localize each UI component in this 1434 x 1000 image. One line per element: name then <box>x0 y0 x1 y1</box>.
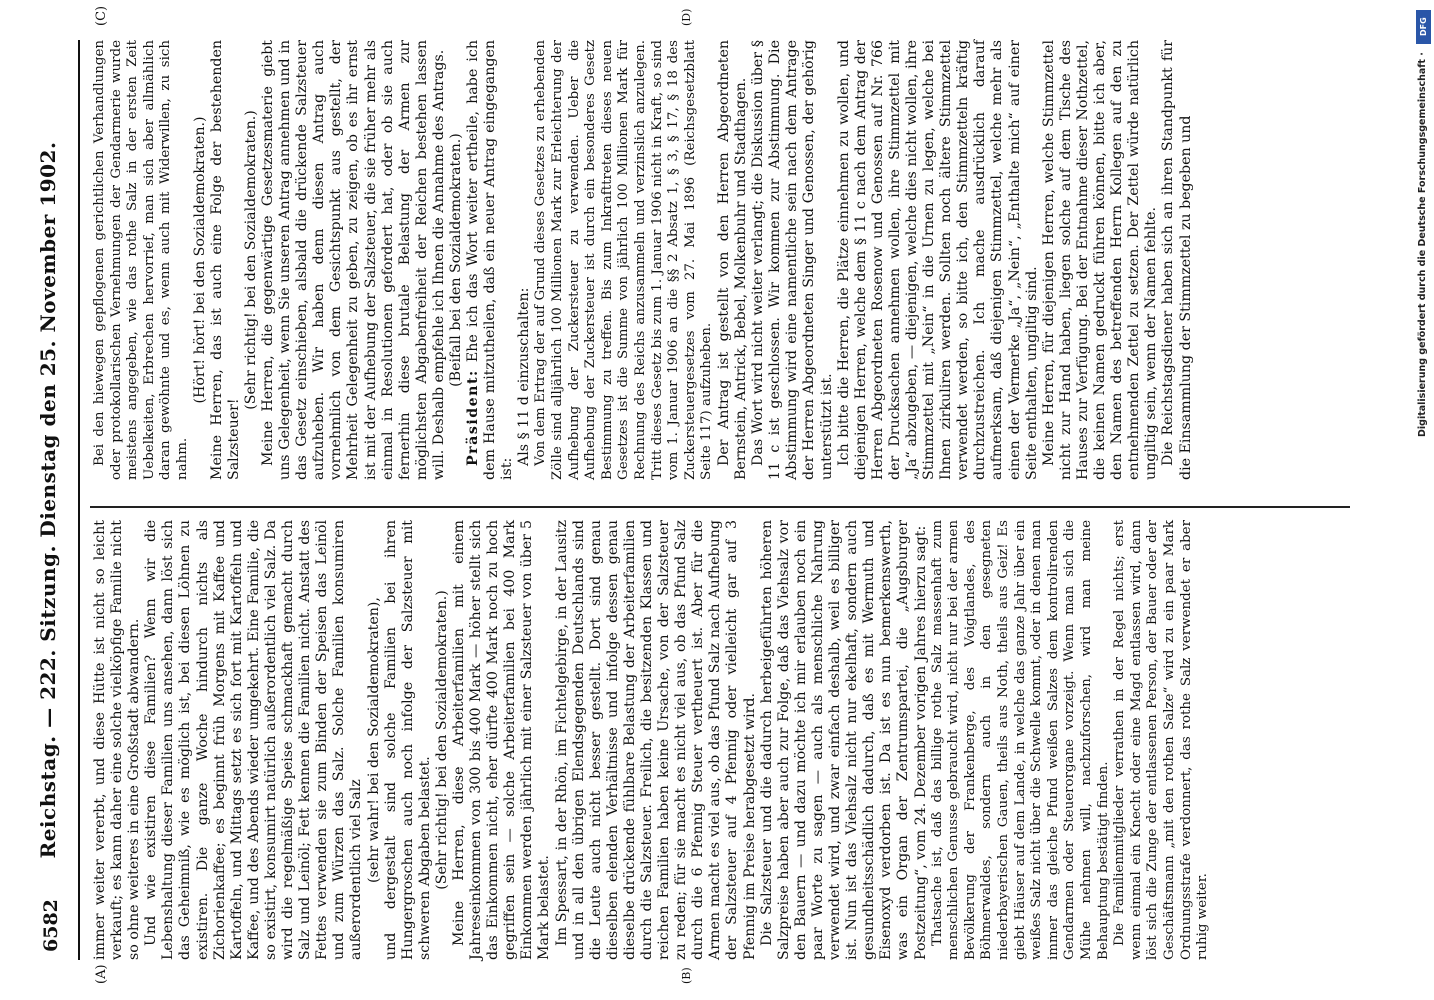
page-header <box>32 30 72 970</box>
interjection: (sehr wahr! bei den Sozialdemokraten), <box>365 597 382 883</box>
dfg-logo-icon: DFG <box>1416 10 1431 44</box>
paragraph: Meine Herren, für diejenigen Herren, welche Stimmzettel nicht zur Hand haben, liegen solche auf dem Tische des Hauses zur Verfügung. Bei der Entnahme dieser Nothzettel, die keinen Namen gedruckt führen können, bitte ich aber, den Namen des betreffenden Herrn Kollegen auf den zu entnehmenden Zettel zu setzen. Der Zettel würde natürlich ungiltig sein, wenn der Namen fehlte. <box>1040 40 1160 480</box>
paragraph: Als § 11 d einzuschalten: <box>516 287 533 466</box>
paragraph: Die Reichstagsdiener haben sich an ihren Standpunkt für die Einsammlung der Stimmzettel zu begeben und <box>1160 40 1194 480</box>
paragraph: Der Antrag ist gestellt von den Herren Abgeordneten Bernstein, Antrick, Bebel, Molkenbuhr und Stadthagen. <box>715 40 750 480</box>
paragraph: Das Wort wird nicht weiter verlangt; die Diskussion über § 11 c ist geschlossen. Wir kommen zur Abstimmung. Die Abstimmung wird eine namentliche sein nach dem Antrage der Herren Abgeordneten Singer und Genossen, der gehörig unterstützt ist. <box>750 40 835 480</box>
page-title: Reichstag. — 222. Sitzung. Dienstag den 25. November 1902. <box>36 141 60 859</box>
page-number: 6582 <box>40 899 62 952</box>
paragraph: Die Salzsteuer und die dadurch herbeigeführten höheren Salzpreise haben aber auch zur Folge, daß das Viehsalz vor den Bauern — und dazu möchte ich mir erlauben noch ein paar Worte zu sagen — auch als menschliche Nahrung verwendet wird, und zwar einfach deshalb, weil es billiger ist. Nun ist das Viehsalz nicht nur ekelhaft, sondern auch gesundheitsschädlich dadurch, daß es mit Wermuth und Eisenoxyd verdorben ist. Da ist es nun bemerkenswerth, was ein Organ der Zentrumspartei, die „Augsburger Postzeitung“, vom 24. Dezember vorigen Jahres hierzu sagt: <box>758 520 929 960</box>
right-column <box>92 40 1195 480</box>
interjection: (Beifall bei den Sozialdemokraten.) <box>447 133 464 387</box>
quotation: Die Familienmitglieder verrathen in der Regel nichts; erst wenn einmal ein Knecht oder eine Magd entlassen wird, dann löst sich die Zunge der entlassenen Person, der Bauer oder der Geschäftsmann „mit den rothen Salze“ wird zu ein paar Mark Ordnungsstrafe verdonnert, das rothe Salz verwendet er aber ruhig weiter. <box>1112 520 1211 960</box>
quotation: Thatsache ist, daß das billige rothe Salz massenhaft zum menschlichen Genusse gebraucht wird, nicht nur bei der armen Bevölkerung der Frankenberge, des Voigtlandes, des Böhmerwaldes, sondern auch in den gesegneten niederbayerischen Gauen, theils aus Noth, theils aus Geiz! Es giebt Häuser auf dem Lande, in welche das ganze Jahr über ein weißes Salz nicht über die Schwelle kommt, oder in denen man immer das gleiche Pfund weißen Salzes dem kontrolirenden Gendarmen oder Steuerorgane vorzeigt. Wenn man sich die Mühe nehmen will, nachzuforschen, wird man meine Behauptung bestätigt finden. <box>929 520 1111 960</box>
paragraph: Meine Herren, das ist auch eine Folge der bestehenden Salzsteuer! <box>208 40 242 480</box>
paragraph: Ehe ich das Wort weiter ertheile, habe ich dem Hause mitzutheilen, daß ein neuer Antrag eingegangen ist: <box>465 40 516 480</box>
digitization-credit-bar <box>1415 8 1433 998</box>
paragraph: Meine Herren, die gegenwärtige Gesetzesmaterie giebt uns Gelegenheit, wenn Sie unseren Antrag annehmen und in das Gesetz einschieben, alsbald die drückende Salzsteuer aufzuheben. Wir haben denn diesen Antrag auch vornehmlich von dem Gesichtspunkt aus gestellt, der Mehrheit Gelegenheit zu geben, zu zeigen, ob es ihr ernst ist mit der Aufhebung der Salzsteuer, die sie früher mehr als einmal in Resolutionen gefordert hat, oder ob sie auch fernerhin diese brutale Belastung der Armen zur möglichsten Abgabenfreiheit der Reichen bestehen lassen will. Deshalb empfehle ich Ihnen die Annahme des Antrags. <box>259 40 447 480</box>
digitization-credit-text: Digitalisierung gefördert durch die Deutsche Forschungsgemeinschaft · <box>1417 52 1428 437</box>
paragraph: Im Spessart, in der Rhön, im Fichtelgebirge, in der Lausitz und in all den übrigen Elendsgegenden Deutschlands sind die Leute auch nicht besser gestellt. Dort sind genau dieselben elenden Verhältnisse und infolge dessen genau dieselbe drückende fühlbare Belastung der Arbeiterfamilien durch die Salzsteuer. Freilich, die besitzenden Klassen und reichen Familien haben keine Ursache, von der Salzsteuer zu reden; für sie macht es nicht viel aus, ob das Pfund Salz durch die 6 Pfennig Steuer vertheuert ist. Aber für die Armen macht es viel aus, ob das Pfund Salz nach Aufhebung der Salzsteuer auf 4 Pfennig oder vielleicht gar auf 3 Pfennig im Preise herabgesetzt wird. <box>553 520 758 960</box>
left-column <box>92 520 1212 960</box>
paragraph: Meine Herren, diese Arbeiterfamilien mit einem Jahreseinkommen von 300 bis 400 Mark — höher stellt sich das Einkommen nicht, eher dürfte 400 Mark noch zu hoch gegriffen sein — solche Arbeiterfamilien bei 400 Mark Einkommen werden jährlich mit einer Salzsteuer von über 5 Mark belastet. <box>450 520 553 960</box>
interjection: (Sehr richtig! bei den Sozialdemokraten.) <box>242 110 259 410</box>
interjection: (Hört! hört! bei den Sozialdemokraten.) <box>191 116 208 404</box>
paragraph: Und wie existiren diese Familien? Wenn wir die Lebenshaltung dieser Familien uns ansehen, dann löst sich das Geheimniß, wie es möglich ist, bei diesen Löhnen zu existiren. Die ganze Woche hindurch nichts als Zichorienkaffee; es beginnt früh Morgens mit Kaffee und Kartoffeln, und Mittags setzt es sich fort mit Kartoffeln und Kaffee, und des Abends wieder umgekehrt. Eine Familie, die so existirt, konsumirt natürlich außerordentlich viel Salz. Da wird die regelmäßige Speise schmackhaft gemacht durch Salz und Leinöl; Fett kennen die Familien nicht. Anstatt des Fettes verwenden sie zum Binden der Speisen das Leinöl und zum Würzen das Salz. Solche Familien konsumiren außerordentlich viel Salz <box>143 520 365 960</box>
margin-marker-a: (A) <box>94 964 109 984</box>
quotation: Bei den hiewegen gepflogenen gerichtlichen Verhandlungen oder protokollarischen Vernehmungen der Gendarmerie wurde meistens angegeben, wie das rothe Salz in der ersten Zeit Uebelkeiten, Erbrechen hervorrief, man sich aber allmählich daran gewöhnte und es, wenn auch mit Widerwillen, zu sich nahm. <box>92 40 190 480</box>
motion-text: Von dem Ertrag der auf Grund dieses Gesetzes zu erhebenden Zölle sind alljährlich 100 Millionen Mark zur Erleichterung der Aufhebung der Zuckersteuer zu verwenden. Ueber die Aufhebung der Zuckersteuer ist durch ein besonderes Gesetz Bestimmung zu treffen. Bis zum Inkrafttreten dieses neuen Gesetzes ist die Summe von jährlich 100 Millionen Mark für Rechnung des Reichs anzusammeln und verzinslich anzulegen. Tritt dieses Gesetz bis zum 1. Januar 1906 nicht in Kraft, so sind vom 1. Januar 1906 an die §§ 2 Absatz 1, § 3, § 17, § 18 des Zuckersteuergesetzes vom 27. Mai 1896 (Reichsgesetzblatt Seite 117) aufzuheben. <box>533 40 715 480</box>
header-rule <box>78 40 80 960</box>
margin-marker-c: (C) <box>94 5 109 26</box>
interjection: (Sehr richtig! bei den Sozialdemokraten.) <box>433 590 450 890</box>
margin-marker-d: (D) <box>680 8 693 26</box>
paragraph: immer weiter vererbt, und diese Hütte ist nicht so leicht verkauft; es kann daher eine solche vielköpfige Familie nicht so ohne weiteres in eine Großstadt abwandern. <box>92 520 143 960</box>
paragraph: Ich bitte die Herren, die Plätze einnehmen zu wollen, und diejenigen Herren, welche dem § 11 c nach dem Antrag der Herren Abgeordneten Rosenow und Genossen auf Nr. 766 der Drucksachen annehmen wollen, ihre Stimmzettel mit „Ja“ abzugeben, — diejenigen, welche dies nicht wollen, ihre Stimmzettel mit „Nein“ in die Urnen zu legen, welche bei Ihnen zirkuliren werden. Sollten noch ältere Stimmzettel verwendet werden, so bitte ich, den Stimmzetteln kräftig durchzustreichen. Ich mache ausdrücklich darauf aufmerksam, daß diejenigen Stimmzettel, welche mehr als einen der Vermerke „Ja“, „Nein“, „Enthalte mich“ auf einer Seite enthalten, ungiltig sind. <box>835 40 1040 480</box>
paragraph: und dergestalt sind solche Familien bei ihren Hungergroschen auch noch infolge der Salzsteuer mit schweren Abgaben belastet. <box>382 520 433 960</box>
column-divider <box>90 506 1350 508</box>
margin-marker-b: (B) <box>680 967 693 984</box>
speaker-label: Präsident: <box>465 369 482 466</box>
